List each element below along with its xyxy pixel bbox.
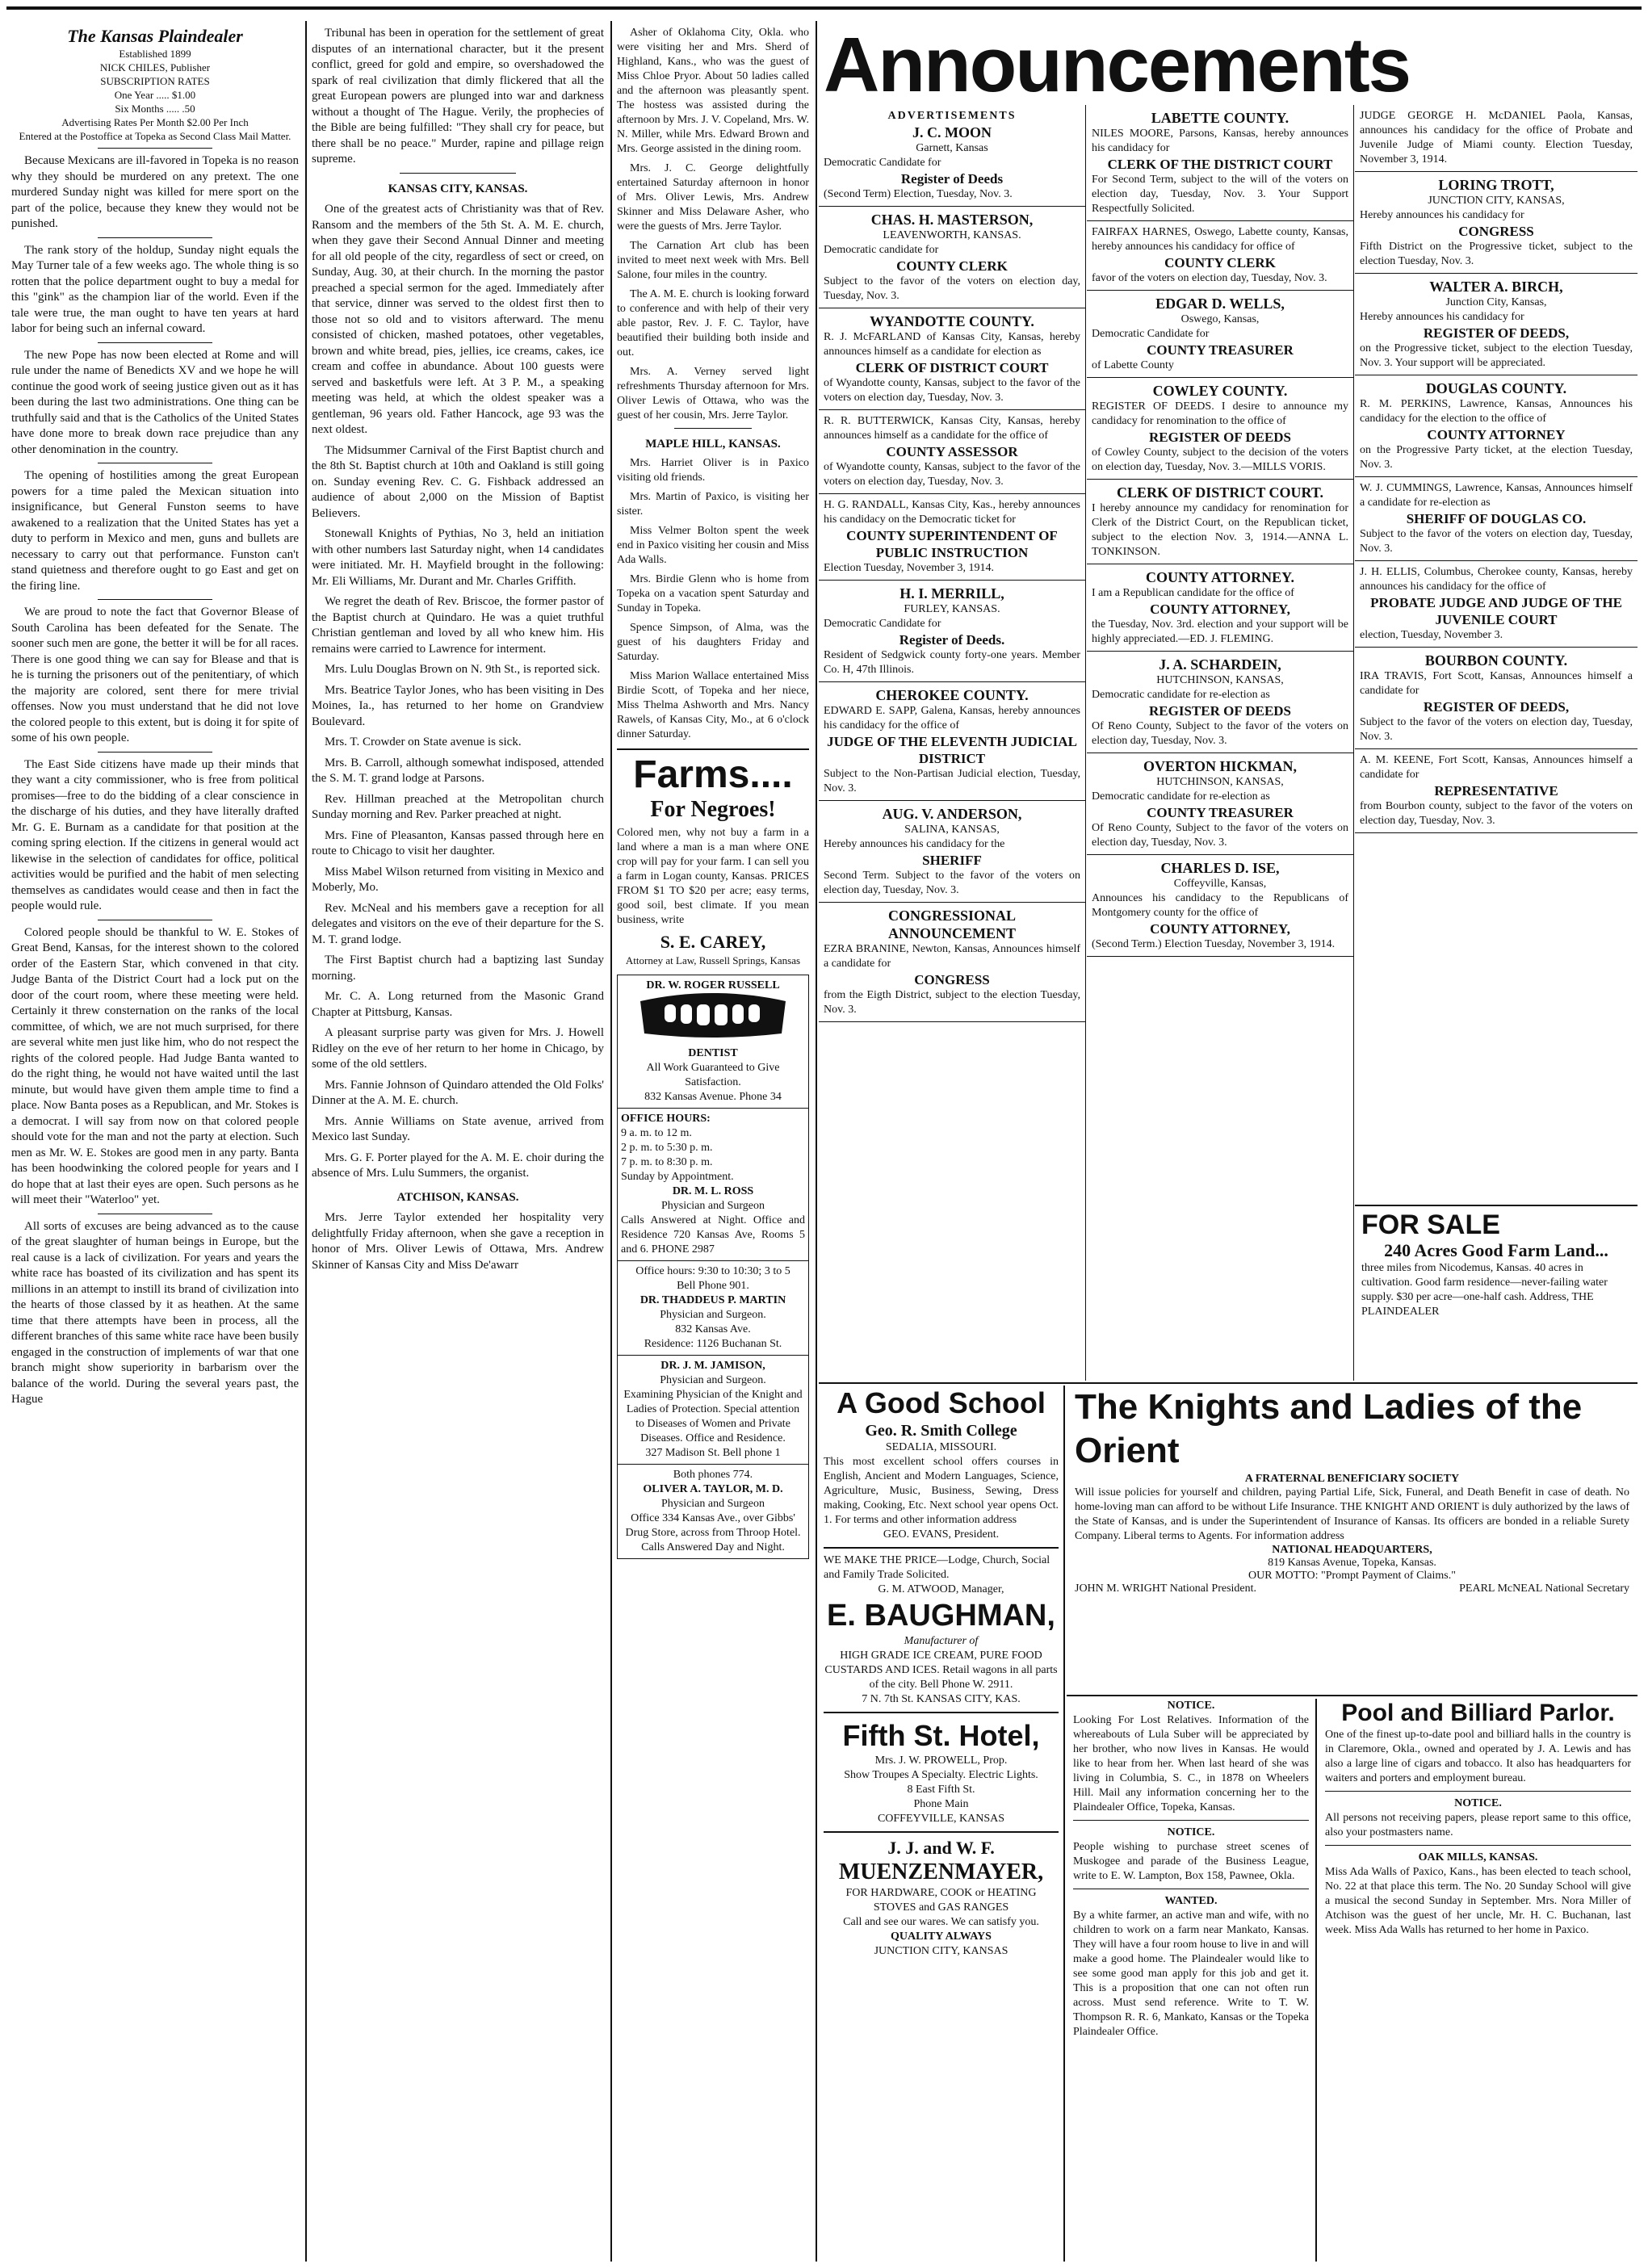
hotel-city: COFFEYVILLE, KANSAS: [877, 1813, 1005, 1825]
dentist-name: DR. W. ROGER RUSSELL: [646, 979, 780, 991]
wanted-title: WANTED.: [1164, 1895, 1218, 1907]
office-sought: SHERIFF: [922, 853, 982, 868]
candidate-name: BOURBON COUNTY.: [1424, 652, 1568, 669]
news-paragraph: The A. M. E. church is looking forward to conference and with help of their very able pastor, Rev. J. F. C. Taylor, have beautified their building both inside and out.: [617, 288, 809, 358]
news-paragraph: Miss Marion Wallace entertained Miss Birdie Scott, of Topeka and her niece, Miss Thelma Ashworth and Mrs. Nancy Rawels, of Kansas City, Mo., at 6 o'clock dinner Saturday.: [617, 670, 809, 740]
news-paragraph: Mrs. Beatrice Taylor Jones, who has been visiting in Des Moines, Ia., has returned to her home on Grandview Boulevard.: [312, 683, 604, 728]
office-sought: COUNTY CLERK: [896, 258, 1008, 274]
announcement-note: Resident of Sedgwick county forty-one years. Member Co. H, 47th Illinois.: [824, 649, 1080, 676]
news-paragraph: The First Baptist church had a baptizing last Sunday morning.: [312, 954, 604, 983]
news-paragraph: Miss Mabel Wilson returned from visiting in Mexico and Moberly, Mo.: [312, 865, 604, 894]
office-sought: CONGRESS: [1458, 224, 1534, 239]
baughman-address: 7 N. 7th St. KANSAS CITY, KAS.: [862, 1693, 1021, 1705]
announcement-text: FAIRFAX HARNES, Oswego, Labette county, Kansas, hereby announces his candidacy for office of: [1092, 226, 1348, 253]
announcement-ad: [1355, 477, 1638, 561]
divider: [98, 237, 212, 238]
announcement-note: Election Tuesday, November 3, 1914.: [824, 562, 995, 574]
notice-body: People wishing to purchase street scenes of Muskogee and parade of the Business League, write to E. W. Lampton, Box 158, Pawnee, Okla.: [1073, 1841, 1309, 1882]
editorial-paragraph: The new Pope has now been elected at Rome and will rule under the name of Benedicts XV and we hope he will continue the good work of seeing justice given out as it has been during the last two administrations. One thing can be truthfully said and that is the Catholics of the United States have done more to break down race prejudice than any other denomination in the country.: [11, 348, 299, 456]
announcement-text: Democratic Candidate for: [1092, 328, 1210, 340]
divider: [98, 148, 212, 149]
dentist-body: All Work Guaranteed to Give Satisfaction.: [646, 1062, 780, 1088]
divider: [98, 752, 212, 753]
masthead-line: Advertising Rates Per Month $2.00 Per Inch: [61, 116, 249, 128]
ross-title: Physician and Surgeon: [660, 1200, 765, 1212]
announcement-text: Democratic candidate for re-election as: [1092, 689, 1270, 701]
office-sought: Register of Deeds: [900, 171, 1004, 187]
announcement-text: JUDGE GEORGE H. McDANIEL Paola, Kansas, announces his candidacy for the office of Probate and Juvenile Judge of Miami county. Election Tuesday, November 3, 1914.: [1360, 110, 1633, 166]
announcement-ad: [1087, 652, 1353, 753]
announcement-note: of Cowley County, subject to the decision of the voters on election day, Tuesday, Nov. 3.—MILLS VORIS.: [1092, 446, 1348, 473]
announcement-ad: [1355, 274, 1638, 375]
announcement-text: W. J. CUMMINGS, Lawrence, Kansas, Announces himself a candidate for re-election as: [1360, 482, 1633, 509]
news-paragraph: Mrs. Annie Williams on State avenue, arrived from Mexico last Sunday.: [312, 1114, 604, 1143]
editorial-paragraph: The opening of hostilities among the great European powers for a time paled the Mexican situation into insignificance, but General Funston seems to have awakened to a realization that the United States has yet a duty to perform in Mexico and men, guns and bullets are necessary to carry out that performance. Funston can't stand quietness and therefore ought to go East and get on the firing line.: [11, 469, 299, 593]
news-paragraph: A pleasant surprise party was given for Mrs. J. Howell Ridley on the eve of her return to her home in Chicago, by some of the old settlers.: [312, 1026, 604, 1071]
knights-title: The Knights and Ladies of the Orient: [1075, 1387, 1583, 1470]
editorial-paragraph: Colored people should be thankful to W. E. Stokes of Great Bend, Kansas, for the interest shown to the colored order of the Eastern Star, which convened in that city. Judge Banta of the District Court had a lock put on the door of the court room, where these meeting were held. Certainly it threw consternation on the ranks of the local committee, of which, we are not much surprised, for there are several white men just like him, who do not respect the rights of the colored people. Had Judge Banta wanted to do the right thing, he would not have waited until the last minute, but would have given them ample time to find a place. Now Banta poses as a Republican, and Mr. Stokes is a democrat. I will say from now on that colored people should vote for the man and not the party at election. Such men as Mr. W. E. Stokes are good men in any party. Banta has been hoodwinking the colored people for years and I do hope that at last their eyes are open. Such persons as he will meet their "Waterloo" yet.: [11, 925, 299, 1206]
office-sought: COUNTY ASSESSOR: [886, 444, 1018, 459]
news-paragraph: Stonewall Knights of Pythias, No 3, held an initiation with other numbers last Saturday night, when 14 candidates were initiated. Mr. H. Mayfield brought in the following: Mr. Eli Williams, Mr. Durant and Mr. Charles Griffith.: [312, 527, 604, 588]
lower-ads-rule: [819, 1382, 1638, 1384]
candidate-name: EDGAR D. WELLS,: [1155, 296, 1285, 312]
office-hours-line: 9 a. m. to 12 m.: [621, 1127, 692, 1139]
candidate-name: AUG. V. ANDERSON,: [882, 806, 1022, 822]
taylor-ad: [617, 1465, 809, 1559]
candidate-town: Garnett, Kansas: [916, 142, 988, 154]
announcement-note: favor of the voters on election day, Tuesday, Nov. 3.: [1092, 272, 1327, 284]
news-paragraph: Asher of Oklahoma City, Okla. who were visiting her and Mrs. Sherd of Highland, Kans., who was the guest of Miss Chloe Pryor. About 50 ladies called and the afternoon was pleasantly spent. The hostess was assisted during the afternoon by Mrs. J. V. Copeland, Mrs. W. N. Miller, while Mrs. Edward Brown and Mrs. George assisted in the dining room.: [617, 27, 809, 155]
announcement-ad: [819, 682, 1085, 801]
social-column: [612, 26, 814, 2253]
office-sought: SHERIFF OF DOUGLAS CO.: [1406, 511, 1587, 526]
hotel-body: Show Troupes A Specialty. Electric Lights.: [844, 1769, 1038, 1781]
farms-ad: [617, 748, 809, 968]
for-sale-title: FOR SALE: [1361, 1209, 1500, 1240]
announcement-ad: [1087, 221, 1353, 291]
news-paragraph: Miss Velmer Bolton spent the week end in Paxico visiting her cousin and Miss Ada Walls.: [617, 525, 809, 566]
oak-mills-title: OAK MILLS, KANSAS.: [1418, 1851, 1538, 1863]
candidate-town: HUTCHINSON, KANSAS,: [1156, 674, 1284, 686]
ross-name: DR. M. L. ROSS: [672, 1185, 754, 1197]
announcement-ad: [1355, 172, 1638, 274]
office-sought: COUNTY TREASURER: [1147, 342, 1294, 358]
announcement-ad: [819, 105, 1085, 207]
news-paragraph: Mrs. Martin of Paxico, is visiting her sister.: [617, 491, 809, 518]
announcement-text: Democratic Candidate for: [824, 618, 941, 630]
announcement-ad: [1355, 105, 1638, 172]
divider: [1325, 1791, 1631, 1792]
column-rule: [816, 21, 817, 2262]
ross-body: Calls Answered at Night. Office and Residence 720 Kansas Ave, Rooms 5 and 6. PHONE 2987: [621, 1214, 805, 1256]
farms-name: S. E. CAREY,: [660, 932, 766, 952]
announcement-text: Announces his candidacy to the Republicans of Montgomery county for the office of: [1092, 892, 1348, 919]
jamison-body: Examining Physician of the Knight and Ladies of Protection. Special attention to Diseases of Women and Private Diseases. Office and Residence.: [623, 1389, 803, 1444]
editorial-paragraph: Because Mexicans are ill-favored in Topeka is no reason why they should be murdered on any pretext. The one murdered Sunday night was killed for mere sport on the part of the police, because they knew they would not be punished.: [11, 154, 299, 230]
divider: [824, 1831, 1059, 1833]
masthead-line: SUBSCRIPTION RATES: [100, 75, 210, 87]
announcement-ad: [1087, 753, 1353, 855]
news-paragraph: Rev. Hillman preached at the Metropolitan church Sunday morning and Rev. Parker preached at night.: [312, 792, 604, 821]
candidate-name: LABETTE COUNTY.: [1151, 110, 1289, 126]
announcement-note: Subject to the favor of the voters on election day, Tuesday, Nov. 3.: [1360, 716, 1633, 743]
pool-title: Pool and Billiard Parlor.: [1341, 1700, 1615, 1726]
office-sought: COUNTY ATTORNEY: [1427, 427, 1566, 442]
announcement-note: of Labette County: [1092, 359, 1174, 371]
announcement-note: the Tuesday, Nov. 3rd. election and your support will be highly appreciated.—ED. J. FLEMING.: [1092, 618, 1348, 645]
baughman-name: E. BAUGHMAN,: [827, 1599, 1055, 1633]
news-paragraph: One of the greatest acts of Christianity was that of Rev. Ransom and the members of the 5th St. A. M. E. church, when they gave their Second Annual Dinner and meeting for all old people of the city, regardless of sect or creed, on Sunday, Aug. 30, at their church. In the morning the pastor preached a special sermon for the aged. Immediately after that service, dinner was served to the oldest first then to those not so old and to visitors afterward. The menu consisted of chicken, mashed potatoes, other vegetables, brown and white bread, pies, jellies, ice creams, cakes, ice cream and coffee in abundance. About 100 guests were served and basketfuls were left. At 3 P. M., a speaking meeting was held, at which the oldest speaker was a gentleman, 96 years old. Father Hancock, age 93 was the next oldest.: [312, 203, 604, 436]
farms-body: Colored men, why not buy a farm in a land where a man is a man where ONE crop will pay for your farm. I can sell you a farm in Logan county, Kansas. PRICES FROM $1 TO $20 per acre; easy terms, good soil, best climate. If you mean business, write: [617, 827, 809, 926]
candidate-town: Oswego, Kansas,: [1180, 313, 1260, 325]
announcement-note: Of Reno County, Subject to the favor of the voters on election day, Tuesday, Nov. 3.: [1092, 720, 1348, 747]
notice-body: All persons not receiving papers, please report same to this office, also your postmasters name.: [1325, 1812, 1631, 1838]
martin-name: DR. THADDEUS P. MARTIN: [639, 1294, 786, 1306]
candidate-name: J. A. SCHARDEIN,: [1159, 656, 1281, 673]
announcement-ad: [1087, 564, 1353, 652]
pool-body: One of the finest up-to-date pool and billiard halls in the country is in Claremore, Okla., owned and operated by J. A. Lewis and has also a large line of cigars and tobacco. It also has headquarters for waiters and porters and employment bureau.: [1325, 1729, 1631, 1784]
news-paragraph: Mrs. Fannie Johnson of Quindaro attended the Old Folks' Dinner at the A. M. E. church.: [312, 1078, 604, 1107]
announcement-ad: [1087, 480, 1353, 564]
taylor-name: OLIVER A. TAYLOR, M. D.: [643, 1483, 783, 1495]
candidate-name: CLERK OF DISTRICT COURT.: [1116, 484, 1324, 501]
hotel-proprietor: Mrs. J. W. PROWELL, Prop.: [874, 1754, 1008, 1767]
announcement-note: Subject to the favor of the voters on election day, Tuesday, Nov. 3.: [1360, 528, 1633, 555]
candidate-town: SALINA, KANSAS,: [904, 824, 1000, 836]
knights-secretary: PEARL McNEAL National Secretary: [1459, 1583, 1629, 1595]
announcement-note: For Second Term, subject to the will of the voters on election day, Tuesday, Nov. 3. Your Support Respectfully Solicited.: [1092, 174, 1348, 215]
candidate-name: LORING TROTT,: [1438, 177, 1554, 193]
masthead-line: One Year ..... $1.00: [114, 89, 196, 101]
candidate-town: JUNCTION CITY, KANSAS,: [1428, 195, 1565, 207]
editorial-paragraph: The East Side citizens have made up their minds that they want a city commissioner, who is free from political promises—free to do the bidding of a clear conscience in the discharge of his duties, and they have literally drafted Mr. G. E. Burnam as a candidate for that position at the coming spring election. If the citizens in general would act likewise in the selection of candidates for office, political activities would be purified and the habit of men selecting themselves as candidates would cease and then in fact the people would rule.: [11, 757, 299, 912]
announcement-text: R. J. McFARLAND of Kansas City, Kansas, hereby announces himself as a candidate for election as: [824, 331, 1080, 358]
announcement-ad: [819, 410, 1085, 494]
paper-name: The Kansas Plaindealer: [67, 26, 243, 46]
divider: [1325, 1845, 1631, 1846]
announcement-ad: [819, 207, 1085, 308]
section-heading: KANSAS CITY, KANSAS.: [388, 182, 528, 195]
news-paragraph: Rev. McNeal and his members gave a reception for all delegates and visitors on the eve of their departure for the S. M. T. grand lodge.: [312, 901, 604, 946]
announcement-text: Hereby announces his candidacy for: [1360, 209, 1524, 221]
announcement-text: R. M. PERKINS, Lawrence, Kansas, Announces his candidacy for the election to the office of: [1360, 398, 1633, 425]
knights-hq: NATIONAL HEADQUARTERS,: [1272, 1544, 1432, 1556]
jamison-ad: [617, 1356, 809, 1465]
teeth-icon: [632, 993, 794, 1042]
announcement-note: Second Term. Subject to the favor of the voters on election day, Tuesday, Nov. 3.: [824, 870, 1080, 896]
notices-column: [1067, 1699, 1317, 2262]
announcement-note: election, Tuesday, November 3.: [1360, 629, 1503, 641]
announcement-ad: [1355, 749, 1638, 833]
hotel-phone: Phone Main: [913, 1798, 969, 1810]
masthead-line: Established 1899: [119, 48, 191, 60]
announcement-note: on the Progressive ticket, subject to the election Tuesday, Nov. 3. Your support will be appreciated.: [1360, 342, 1633, 369]
announcement-ad: [1087, 105, 1353, 221]
office-hours-line: 2 p. m. to 5:30 p. m.: [621, 1142, 713, 1154]
farms-title: Farms....: [633, 753, 793, 796]
divider: [400, 173, 517, 174]
announcement-ad: [819, 581, 1085, 682]
news-paragraph: We regret the death of Rev. Briscoe, the former pastor of the Baptist church at Quindaro. He was a quiet truthful Christian gentleman and loved by all who knew him. His remains were carried to Lawrence for interment.: [312, 595, 604, 656]
taylor-phone: Both phones 774.: [673, 1469, 753, 1481]
jamison-name: DR. J. M. JAMISON,: [660, 1360, 765, 1372]
announcement-text: H. G. RANDALL, Kansas City, Kas., hereby announces his candidacy on the Democratic ticket for: [824, 499, 1080, 526]
divider: [1073, 1820, 1309, 1821]
notice-title: NOTICE.: [1167, 1700, 1215, 1712]
announcement-text: A. M. KEENE, Fort Scott, Kansas, Announces himself a candidate for: [1360, 754, 1633, 781]
dentist-address: 832 Kansas Avenue. Phone 34: [644, 1091, 782, 1103]
dentist-title: DENTIST: [688, 1047, 738, 1059]
office-sought: REGISTER OF DEEDS,: [1423, 325, 1570, 341]
announcement-text: EZRA BRANINE, Newton, Kansas, Announces himself a candidate for: [824, 943, 1080, 970]
divider: [674, 428, 751, 429]
office-sought: PROBATE JUDGE AND JUDGE OF THE JUVENILE COURT: [1370, 595, 1622, 627]
hotel-address: 8 East Fifth St.: [907, 1784, 975, 1796]
office-sought: COUNTY ATTORNEY,: [1150, 921, 1290, 937]
announcement-text: R. R. BUTTERWICK, Kansas City, Kansas, hereby announces himself as a candidate for the office of: [824, 415, 1080, 442]
news-paragraph: Mrs. B. Carroll, although somewhat indisposed, attended the S. M. T. grand lodge at Parsons.: [312, 756, 604, 785]
office-sought: CONGRESS: [914, 972, 990, 987]
announcement-ad: [1087, 378, 1353, 480]
news-paragraph: Mrs. T. Crowder on State avenue is sick.: [325, 736, 522, 748]
candidate-name: COWLEY COUNTY.: [1152, 383, 1288, 399]
candidate-name: CONGRESSIONAL ANNOUNCEMENT: [887, 908, 1017, 941]
announcement-text: Democratic Candidate for: [824, 157, 941, 169]
news-paragraph: Mrs. Jerre Taylor extended her hospitality very delightfully Friday afternoon, when she gave a reception in honor of Mrs. Oliver Lewis of Ottawa, Mrs. Andrew Skinner of Kansas City and Miss De'awarr: [312, 1211, 604, 1272]
notice-title: NOTICE.: [1454, 1797, 1502, 1809]
dentist-ad: [617, 975, 809, 1109]
masthead-line: NICK CHILES, Publisher: [99, 61, 211, 73]
office-sought: REPRESENTATIVE: [1434, 783, 1558, 799]
announcement-ad: [1355, 375, 1638, 477]
announcement-note: from the Eigth District, subject to the election Tuesday, Nov. 3.: [824, 989, 1080, 1016]
taylor-body: Office 334 Kansas Ave., over Gibbs' Drug Store, across from Throop Hotel. Calls Answered Day and Night.: [625, 1512, 801, 1553]
office-sought: REGISTER OF DEEDS: [1148, 703, 1292, 719]
candidate-name: OVERTON HICKMAN,: [1143, 758, 1298, 774]
school-body: This most excellent school offers courses in English, Ancient and Modern Languages, Science, Agriculture, Music, Business, Sewing, Dress making, Cooking, Etc. Next school year opens Oct. 1. For terms and other information address: [824, 1456, 1059, 1526]
announcement-text: I am a Republican candidate for the office of: [1092, 587, 1294, 599]
baughman-body: HIGH GRADE ICE CREAM, PURE FOOD CUSTARDS AND ICES. Retail wagons in all parts of the city. Bell Phone W. 2911.: [824, 1650, 1058, 1691]
knights-officers: [1075, 1583, 1629, 1595]
office-sought: COUNTY TREASURER: [1147, 805, 1294, 820]
announcement-ad: [819, 308, 1085, 410]
news-paragraph: Spence Simpson, of Alma, was the guest of his daughters Friday and Saturday.: [617, 622, 809, 663]
hotel-title: Fifth St. Hotel,: [842, 1719, 1040, 1752]
news-paragraph: Mrs. J. C. George delightfully entertained Saturday afternoon in honor of Mrs. Oliver Lewis, Mrs. Andrew Skinner and Miss Delaware Asher, who were the guests of Mrs. Jerre Taylor.: [617, 162, 809, 233]
munz-body: FOR HARDWARE, COOK or HEATING STOVES and GAS RANGES: [845, 1887, 1037, 1914]
news-paragraph: Mr. C. A. Long returned from the Masonic Grand Chapter at Pittsburg, Kansas.: [312, 990, 604, 1019]
section-heading: ATCHISON, KANSAS.: [396, 1190, 519, 1204]
news-paragraph: The Midsummer Carnival of the First Baptist church and the 8th St. Baptist church at 10th and Oakland is still going on. Sunday evening Rev. C. G. Fishback addressed an audience of about 2,000 on the Mission of Baptist Believers.: [312, 443, 604, 520]
news-paragraph: Mrs. A. Verney served light refreshments Thursday afternoon for Mrs. Oliver Lewis of Ottawa, who was the guest of her cousin, Mrs. Jerre Taylor.: [617, 366, 809, 421]
announcement-ad: [819, 494, 1085, 581]
candidate-name: J. C. MOON: [912, 124, 992, 140]
masthead-line: Six Months ..... .50: [115, 103, 195, 115]
business-ads-column: [819, 1386, 1065, 2262]
jamison-address: 327 Madison St. Bell phone 1: [645, 1447, 781, 1459]
candidate-town: FURLEY, KANSAS.: [904, 603, 1000, 615]
farms-address: Attorney at Law, Russell Springs, Kansas: [625, 954, 801, 966]
announcement-text: Hereby announces his candidacy for the: [824, 838, 1005, 850]
divider: [98, 599, 212, 600]
masthead-line: Entered at the Postoffice at Topeka as Second Class Mail Matter.: [19, 130, 291, 142]
farms-subtitle: For Negroes!: [650, 797, 776, 822]
knights-subtitle: A FRATERNAL BENEFICIARY SOCIETY: [1244, 1473, 1460, 1485]
news-paragraph: Mrs. Lulu Douglas Brown on N. 9th St., is reported sick.: [325, 663, 601, 676]
announcement-note: Of Reno County, Subject to the favor of the voters on election day, Tuesday, Nov. 3.: [1092, 822, 1348, 849]
munz-city: JUNCTION CITY, KANSAS: [874, 1945, 1009, 1957]
office-hours-line: 7 p. m. to 8:30 p. m.: [621, 1156, 713, 1168]
martin-hours: Office hours: 9:30 to 10:30; 3 to 5: [635, 1265, 790, 1277]
announcement-text: IRA TRAVIS, Fort Scott, Kansas, Announces himself a candidate for: [1360, 670, 1633, 697]
munz-name2: MUENZENMAYER,: [838, 1859, 1044, 1884]
announcement-text: J. H. ELLIS, Columbus, Cherokee county, Kansas, hereby announces his candidacy for the office of: [1360, 566, 1633, 593]
for-sale-ad: [1355, 1205, 1638, 1366]
editorial-paragraph: All sorts of excuses are being advanced as to the cause of the great slaughter of human beings in Europe, but the real cause is a lack of civilization. For years and years the white race has boasted of its civilization and has spent its millions in an attempt to instill its brand of civilization into the hearts of those classed by it as heathen. At the same time that there attempts have been in process, all the different branches of this same white race have been busily engaged in the construction of implements of war that one branch might show superiority in barbarism over the balance of the world. During the several years past, the Hague: [11, 1219, 299, 1406]
martin-phone: Bell Phone 901.: [677, 1280, 749, 1292]
announcement-note: from Bourbon county, subject to the favor of the voters on election day, Tuesday, Nov. 3.: [1360, 800, 1633, 827]
candidate-name: CHARLES D. ISE,: [1160, 860, 1280, 876]
school-name: Geo. R. Smith College: [865, 1422, 1017, 1440]
pool-column: [1319, 1699, 1638, 2262]
knights-ad: [1067, 1386, 1638, 1696]
ad-heading: ADVERTISEMENTS: [887, 110, 1017, 122]
announcement-note: (Second Term.) Election Tuesday, November 3, 1914.: [1092, 938, 1336, 950]
office-sought: REGISTER OF DEEDS: [1148, 430, 1292, 445]
announcements-column-c: [1355, 105, 1638, 1203]
for-sale-body: three miles from Nicodemus, Kansas. 40 acres in cultivation. Good farm residence—never-failing water supply. $30 per acre—one-half cash. Address, THE PLAINDEALER: [1361, 1262, 1608, 1318]
martin-ad: [617, 1261, 809, 1356]
news-paragraph: Mrs. G. F. Porter played for the A. M. E. choir during the absence of Mrs. Lulu Summers, the organist.: [312, 1151, 604, 1180]
editorial-column: [6, 26, 304, 2253]
taylor-title: Physician and Surgeon: [660, 1498, 765, 1510]
knights-address: 819 Kansas Avenue, Topeka, Kansas.: [1268, 1557, 1436, 1569]
newspaper-page: [6, 6, 1642, 2262]
announcement-note: (Second Term) Election, Tuesday, Nov. 3.: [824, 188, 1013, 200]
divider: [824, 1712, 1059, 1713]
announcement-text: NILES MOORE, Parsons, Kansas, hereby announces his candidacy for: [1092, 128, 1348, 154]
section-heading: MAPLE HILL, KANSAS.: [645, 438, 781, 451]
announcement-ad: [1355, 561, 1638, 648]
candidate-town: LEAVENWORTH, KANSAS.: [883, 229, 1021, 241]
munz-quality: QUALITY ALWAYS: [891, 1931, 992, 1943]
martin-address: 832 Kansas Ave.: [675, 1323, 751, 1335]
divider: [824, 1547, 1059, 1549]
announcement-ad: [1087, 291, 1353, 378]
office-hours-line: Sunday by Appointment.: [621, 1171, 734, 1183]
news-column: [307, 26, 609, 2253]
announcements-column-b: [1087, 105, 1354, 1381]
martin-residence: Residence: 1126 Buchanan St.: [644, 1338, 782, 1350]
candidate-name: CHAS. H. MASTERSON,: [870, 212, 1034, 228]
ross-ad: [617, 1109, 809, 1261]
notice-title: NOTICE.: [1167, 1826, 1215, 1838]
announcement-text: Democratic candidate for re-election as: [1092, 790, 1270, 803]
announcement-note: Fifth District on the Progressive ticket, subject to the election Tuesday, Nov. 3.: [1360, 241, 1633, 267]
candidate-name: WALTER A. BIRCH,: [1429, 279, 1563, 295]
school-signature: GEO. EVANS, President.: [883, 1528, 1000, 1541]
office-sought: Register of Deeds.: [899, 632, 1005, 648]
divider: [98, 342, 212, 343]
baughman-top: WE MAKE THE PRICE—Lodge, Church, Social and Family Trade Solicited.: [824, 1554, 1050, 1581]
announcement-note: on the Progressive Party ticket, at the election Tuesday, Nov. 3.: [1360, 444, 1633, 471]
candidate-name: CHEROKEE COUNTY.: [875, 687, 1029, 703]
announcement-note: Subject to the Non-Partisan Judicial election, Tuesday, Nov. 3.: [824, 768, 1080, 794]
news-paragraph: Mrs. Birdie Glenn who is home from Topeka on a vacation spent Saturday and Sunday in Topeka.: [617, 573, 809, 614]
candidate-name: COUNTY ATTORNEY.: [1145, 569, 1295, 585]
school-city: SEDALIA, MISSOURI.: [885, 1441, 997, 1453]
office-hours-title: OFFICE HOURS:: [621, 1113, 711, 1125]
announcement-text: I hereby announce my candidacy for renomination for Clerk of the District Court, on the Republican ticket, subject to the election Nov. 3, 1914.—ANNA L. TONKINSON.: [1092, 502, 1348, 558]
announcement-note: Subject to the favor of the voters on election day, Tuesday, Nov. 3.: [824, 275, 1080, 302]
school-title: A Good School: [837, 1386, 1046, 1419]
candidate-name: DOUGLAS COUNTY.: [1425, 380, 1567, 396]
for-sale-subtitle: 240 Acres Good Farm Land...: [1384, 1240, 1608, 1260]
announcement-note: of Wyandotte county, Kansas, subject to the favor of the voters on election day, Tuesday, Nov. 3.: [824, 377, 1080, 404]
munz-name: J. J. and W. F.: [887, 1838, 995, 1858]
office-sought: JUDGE OF THE ELEVENTH JUDICIAL DISTRICT: [827, 734, 1077, 766]
announcements-column-a: [819, 105, 1086, 1381]
news-paragraph: Mrs. Harriet Oliver is in Paxico visiting old friends.: [617, 457, 809, 484]
news-paragraph: Tribunal has been in operation for the settlement of great disputes of an international character, but it the present conflict, greed for gold and empire, so overshadowed the spark of real civilization that dimly flickered that all the great European powers are plunged into war and darkness without a thought of The Hague. Verily, the prophecies of the Bible are being fulfilled: "They shall cry for peace, but there shall be no peace." Murder, rapine and pillage reign supreme.: [312, 27, 604, 166]
office-sought: CLERK OF THE DISTRICT COURT: [1107, 157, 1333, 172]
notice-body: Looking For Lost Relatives. Information of the whereabouts of Lula Suber will be appreciated by her brother, who now lives in Kansas. He would like to hear from her. When last heard of she was living in Columbia, S. C., in 1878 on Wheelers Hill. Mail any information concerning her to the Plaindealer Office, Topeka, Kansas.: [1073, 1714, 1309, 1813]
news-paragraph: The Carnation Art club has been invited to meet next week with Mrs. Bell Salone, four miles in the country.: [617, 240, 809, 281]
knights-body: Will issue policies for yourself and children, paying Partial Life, Sick, Funeral, and Death Benefit in case of death. No home-loving man can afford to be without Life Insurance. THE KNIGHT AND ORIENT is duly authorized by the laws of the State of Kansas, and is under the Superintendent of Insurance of Kansas. Its officers are bonded in a reliable Surety Company. Liberal terms to Agents. For information address: [1075, 1486, 1629, 1542]
baughman-title: Manufacturer of: [904, 1635, 979, 1647]
office-sought: REGISTER OF DEEDS,: [1423, 699, 1570, 715]
announcement-text: Democratic candidate for: [824, 244, 939, 256]
announcement-text: EDWARD E. SAPP, Galena, Kansas, hereby announces his candidacy for the office of: [824, 705, 1080, 732]
announcement-ad: [1355, 648, 1638, 749]
martin-title: Physician and Surgeon.: [660, 1309, 766, 1321]
candidate-name: WYANDOTTE COUNTY.: [870, 313, 1034, 329]
candidate-name: H. I. MERRILL,: [899, 585, 1004, 602]
baughman-manager: G. M. ATWOOD, Manager,: [878, 1583, 1004, 1595]
announcement-text: REGISTER OF DEEDS. I desire to announce my candidacy for renomination to the office of: [1092, 400, 1348, 427]
office-sought: CLERK OF DISTRICT COURT: [855, 360, 1049, 375]
announcement-ad: [819, 801, 1085, 903]
announcement-ad: [1087, 855, 1353, 957]
office-sought: COUNTY CLERK: [1164, 255, 1276, 270]
announcement-text: Hereby announces his candidacy for: [1360, 311, 1524, 323]
oak-mills-body: Miss Ada Walls of Paxico, Kans., has been elected to teach school, No. 22 at that place this term. The No. 20 Sunday School will give a musical the second Sunday in September. Mrs. Nora Miller of Atchison was the guest of her uncle, Mr. H. C. Buchanan, last week. Miss Ada Walls has returned to her home in Paxico.: [1325, 1866, 1631, 1936]
office-sought: COUNTY ATTORNEY,: [1150, 602, 1290, 617]
editorial-paragraph: The rank story of the holdup, Sunday night equals the May Turner tale of a few weeks ago. The whole thing is so rotten that the police department ought to buy a medal for this "gink" as the champion liar of the world. Even if the tale were true, the man ought to have ten years at hard labor for being such an infernal coward.: [11, 243, 299, 335]
knights-motto: OUR MOTTO: "Prompt Payment of Claims.": [1248, 1570, 1456, 1582]
munz-extra: Call and see our wares. We can satisfy you.: [843, 1916, 1039, 1928]
candidate-town: HUTCHINSON, KANSAS,: [1156, 776, 1284, 788]
announcement-note: of Wyandotte county, Kansas, subject to the favor of the voters on election day, Tuesday, Nov. 3.: [824, 461, 1080, 488]
news-paragraph: Mrs. Fine of Pleasanton, Kansas passed through here en route to Chicago to visit her daughter.: [312, 828, 604, 857]
wanted-body: By a white farmer, an active man and wife, with no children to work on a farm near Mankato, Kansas. They will have a four room house to live in and will make a good home. The Plaindealer would like to see some good man apply for this job and get it. This is a proposition that one can not often run across. Must send reference. Write to T. W. Thompson R. R. 6, Mankato, Kansas or the Topeka Plaindealer Office.: [1073, 1910, 1309, 2038]
knights-president: JOHN M. WRIGHT National President.: [1075, 1583, 1257, 1595]
office-sought: COUNTY SUPERINTENDENT OF PUBLIC INSTRUCTION: [846, 528, 1058, 560]
candidate-town: Junction City, Kansas,: [1445, 296, 1547, 308]
announcements-title: Announcements: [824, 22, 1411, 108]
jamison-title: Physician and Surgeon.: [660, 1374, 766, 1386]
announcement-ad: [819, 903, 1085, 1022]
candidate-town: Coffeyville, Kansas,: [1173, 878, 1267, 890]
editorial-paragraph: We are proud to note the fact that Governor Blease of South Carolina has been defeated for the Senate. The sooner such men are gone, the better it will be for all races. There is one good thing we can say for Blease and that is he is turning the prisoners out of the penitentiary, of which the majority are colored, sent there for mere trivial offenses. Now you must understand that he did not love the colored people to this extent, but is doing it for spite of some of his own people.: [11, 606, 299, 744]
masthead: [11, 26, 299, 143]
